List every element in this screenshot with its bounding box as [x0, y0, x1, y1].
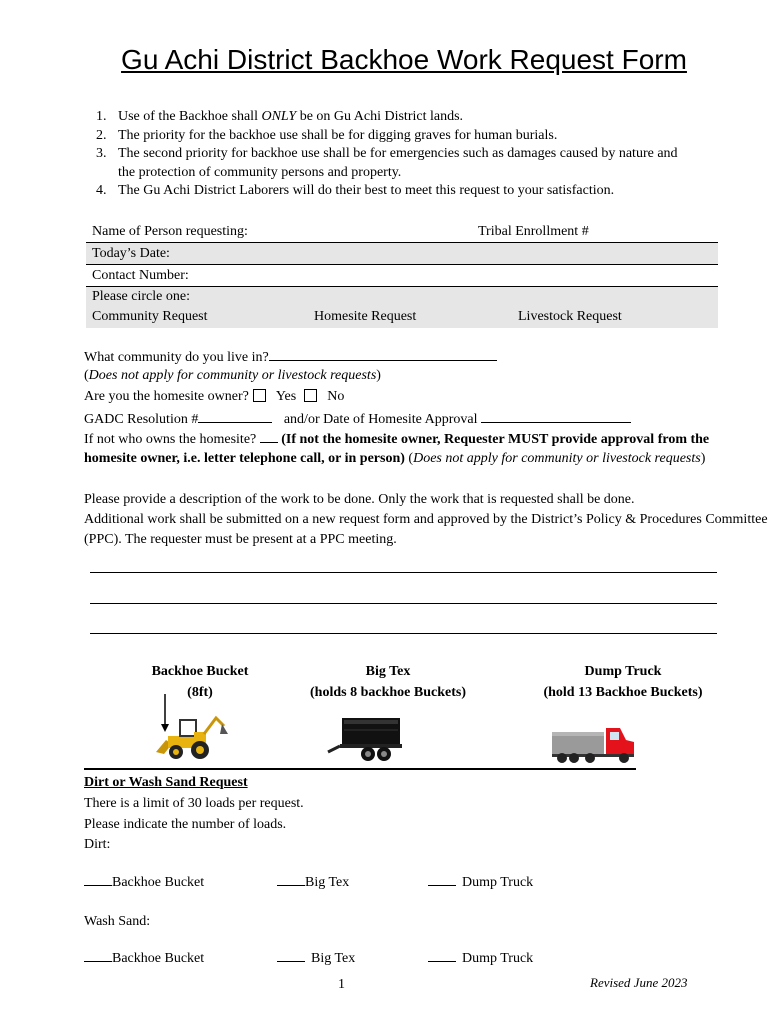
gadc-line: GADC Resolution # and/or Date of Homesite Approval — [84, 408, 631, 430]
description-input-line[interactable] — [90, 603, 717, 604]
description-line-1: Please provide a description of the work to be done. Only the work that is requested shall be done. — [84, 492, 635, 507]
option-livestock[interactable]: Livestock Request — [518, 309, 622, 324]
dirt-section-heading: Dirt or Wash Sand Request — [84, 775, 248, 790]
vehicle-bigtex-heading: Big Tex (holds 8 backhoe Buckets) — [310, 664, 466, 700]
enrollment-label: Tribal Enrollment # — [478, 224, 589, 239]
sand-loads-row: Backhoe Bucket — [84, 947, 204, 969]
option-homesite[interactable]: Homesite Request — [314, 309, 417, 324]
rules-list — [92, 108, 732, 201]
dirt-backhoe-input[interactable] — [84, 871, 112, 886]
vehicle-backhoe-heading: Backhoe Bucket (8ft) — [151, 664, 249, 700]
dirt-loads-row: Backhoe Bucket — [84, 871, 204, 893]
wash-sand-label: Wash Sand: — [84, 914, 151, 929]
dump-truck-icon — [550, 724, 638, 766]
owner-question: Are you the homesite owner? Yes No — [84, 389, 345, 404]
dirt-dumptruck-field: Dump Truck — [428, 871, 533, 893]
sand-bigtex-field: Big Tex — [277, 947, 355, 969]
dirt-bigtex-input[interactable] — [277, 871, 305, 886]
no-checkbox[interactable] — [304, 389, 317, 402]
rule-item: 2. The priority for the backhoe use shall be for digging graves for human burials. — [96, 127, 558, 143]
not-owner-line-2: homesite owner, i.e. letter telephone call, or in person) (Does not apply for community or livestock requests) — [84, 451, 706, 466]
circle-label: Please circle one: — [92, 289, 190, 304]
contact-label: Contact Number: — [92, 268, 189, 283]
contact-row[interactable] — [86, 265, 718, 287]
dirt-label: Dirt: — [84, 837, 111, 852]
date-label: Today’s Date: — [92, 246, 170, 261]
description-input-line[interactable] — [90, 633, 717, 634]
section-divider — [84, 768, 636, 770]
option-community[interactable]: Community Request — [92, 309, 208, 324]
name-label: Name of Person requesting: — [92, 224, 248, 239]
indicate-loads-text: Please indicate the number of loads. — [84, 817, 287, 832]
description-line-3: (PPC). The requester must be present at a PPC meeting. — [84, 532, 397, 547]
dirt-dumptruck-input[interactable] — [428, 871, 456, 886]
form-title: Gu Achi District Backhoe Work Request Form — [121, 44, 687, 75]
community-input[interactable] — [269, 346, 497, 361]
community-note: (Does not apply for community or livestock requests) — [84, 368, 381, 383]
description-input-line[interactable] — [90, 572, 717, 573]
description-line-2: Additional work shall be submitted on a new request form and approved by the District’s Policy & Procedures Committee — [84, 512, 768, 527]
request-type-row — [86, 287, 718, 328]
page-number: 1 — [338, 977, 345, 992]
sand-bigtex-input[interactable] — [277, 947, 305, 962]
rule-item: 1. Use of the Backhoe shall ONLY be on Gu Achi District lands. — [96, 109, 464, 124]
approval-date-input[interactable] — [481, 408, 631, 423]
sand-backhoe-input[interactable] — [84, 947, 112, 962]
rule-item: 3. The second priority for backhoe use shall be for emergencies such as damages caused by nature and the protection of community persons and property. — [96, 146, 678, 180]
dirt-bigtex-field: Big Tex — [277, 871, 349, 893]
big-tex-trailer-icon — [326, 712, 406, 764]
sand-dumptruck-input[interactable] — [428, 947, 456, 962]
vehicle-dumptruck-heading: Dump Truck (hold 13 Backhoe Buckets) — [543, 664, 703, 700]
gadc-input[interactable] — [198, 408, 272, 423]
owner-name-input[interactable] — [260, 428, 278, 443]
rule-item: 4. The Gu Achi District Laborers will do their best to meet this request to your satisfaction. — [96, 183, 615, 198]
name-row[interactable] — [86, 221, 718, 243]
community-question: What community do you live in? — [84, 346, 497, 368]
not-owner-line: If not who owns the homesite? (If not the homesite owner, Requester MUST provide approval from the — [84, 428, 709, 450]
date-row[interactable] — [86, 243, 718, 265]
backhoe-icon — [150, 692, 232, 762]
requester-info-table — [86, 221, 718, 328]
revision-date: Revised June 2023 — [590, 975, 688, 990]
sand-dumptruck-field: Dump Truck — [428, 947, 533, 969]
yes-checkbox[interactable] — [253, 389, 266, 402]
load-limit-text: There is a limit of 30 loads per request. — [84, 796, 304, 811]
